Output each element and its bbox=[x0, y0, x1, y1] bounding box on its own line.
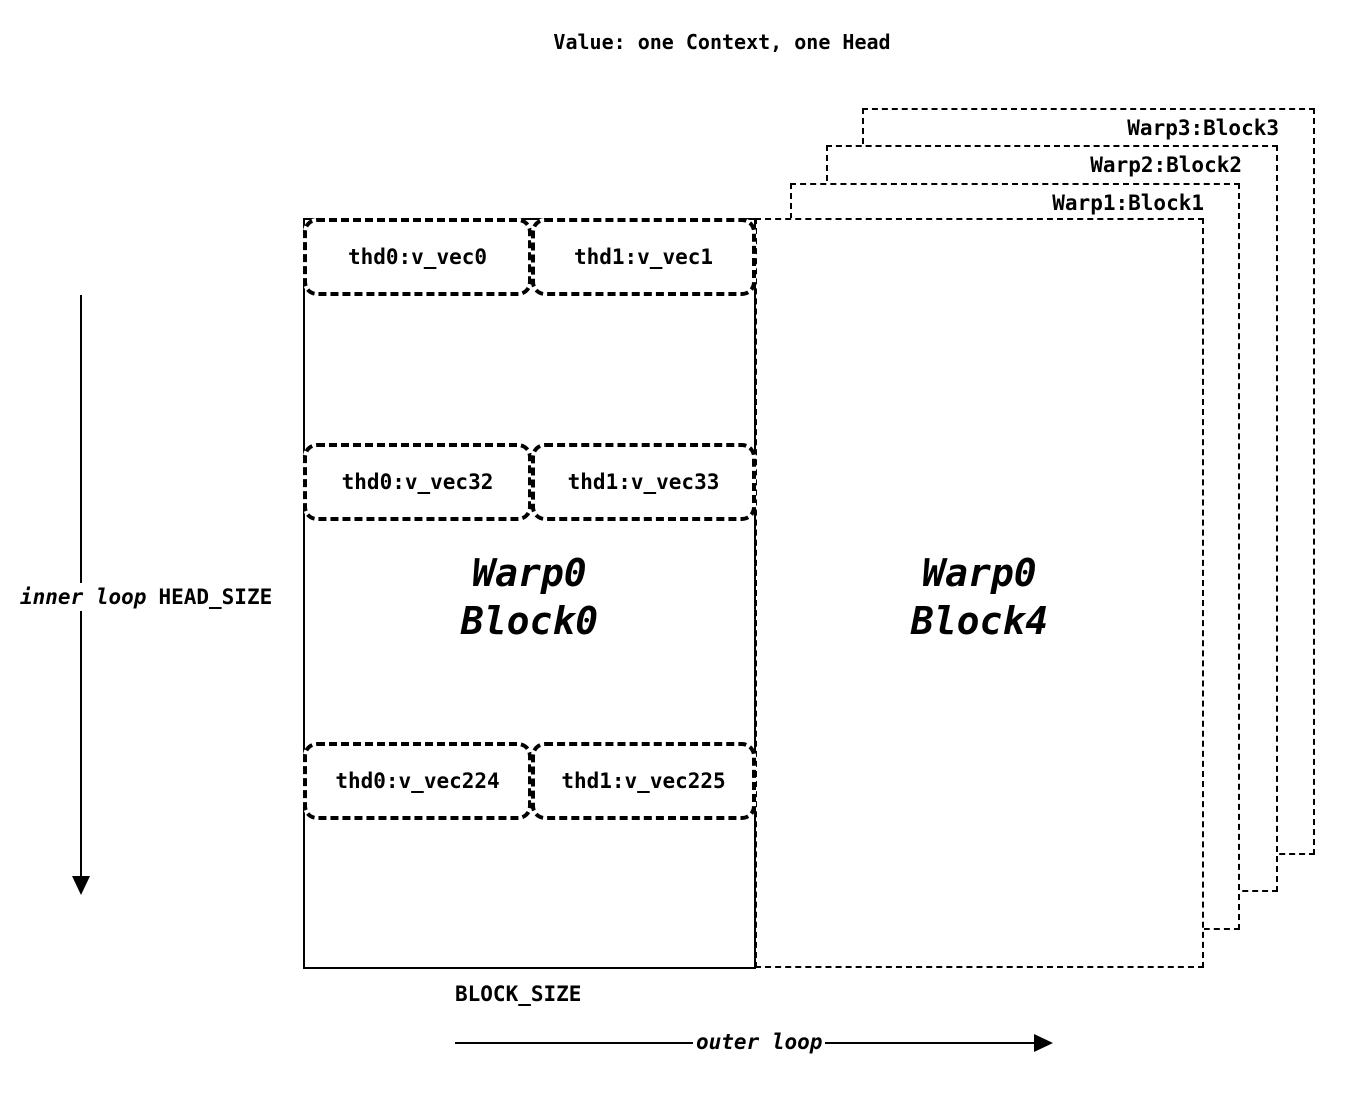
thd-cell bbox=[303, 742, 532, 820]
warp0-block0-box bbox=[303, 218, 756, 969]
warp0-block0-label-line2: Block0 bbox=[460, 598, 599, 643]
outer-loop-arrowhead-icon bbox=[1034, 1034, 1053, 1052]
warp0-block0-label-line1: Warp0 bbox=[472, 551, 587, 595]
thd-cell-label: thd1:v_vec225 bbox=[561, 769, 726, 793]
warp0-block4-box bbox=[755, 218, 1204, 968]
thd-cell bbox=[303, 218, 532, 296]
inner-loop-label bbox=[20, 583, 272, 611]
thd-cell bbox=[531, 443, 756, 521]
thd-cell-label: thd0:v_vec32 bbox=[341, 470, 494, 494]
thd-cell-label: thd0:v_vec224 bbox=[335, 769, 500, 793]
warp0-block0-label bbox=[305, 550, 754, 645]
warp0-block4-label bbox=[757, 550, 1202, 645]
thd-cell-label: thd1:v_vec1 bbox=[573, 245, 714, 269]
diagram-title: Value: one Context, one Head bbox=[553, 30, 891, 54]
outer-loop-label: outer loop bbox=[693, 1030, 825, 1054]
inner-loop-text: inner loop bbox=[20, 585, 147, 609]
warp0-block4-label-line1: Warp0 bbox=[922, 551, 1037, 595]
thd-cell bbox=[303, 443, 532, 521]
block-size-label: BLOCK_SIZE bbox=[455, 982, 582, 1006]
head-size-text: HEAD_SIZE bbox=[158, 585, 273, 609]
warp1-block1-label: Warp1:Block1 bbox=[1052, 191, 1204, 215]
warp3-block3-label: Warp3:Block3 bbox=[1127, 116, 1279, 140]
thd-cell-label: thd1:v_vec33 bbox=[567, 470, 720, 494]
inner-loop-arrowhead-icon bbox=[72, 876, 90, 895]
thd-cell bbox=[531, 742, 756, 820]
thd-cell-label: thd0:v_vec0 bbox=[347, 245, 488, 269]
warp2-block2-label: Warp2:Block2 bbox=[1090, 153, 1242, 177]
thd-cell bbox=[531, 218, 756, 296]
warp0-block4-label-line2: Block4 bbox=[910, 598, 1049, 643]
